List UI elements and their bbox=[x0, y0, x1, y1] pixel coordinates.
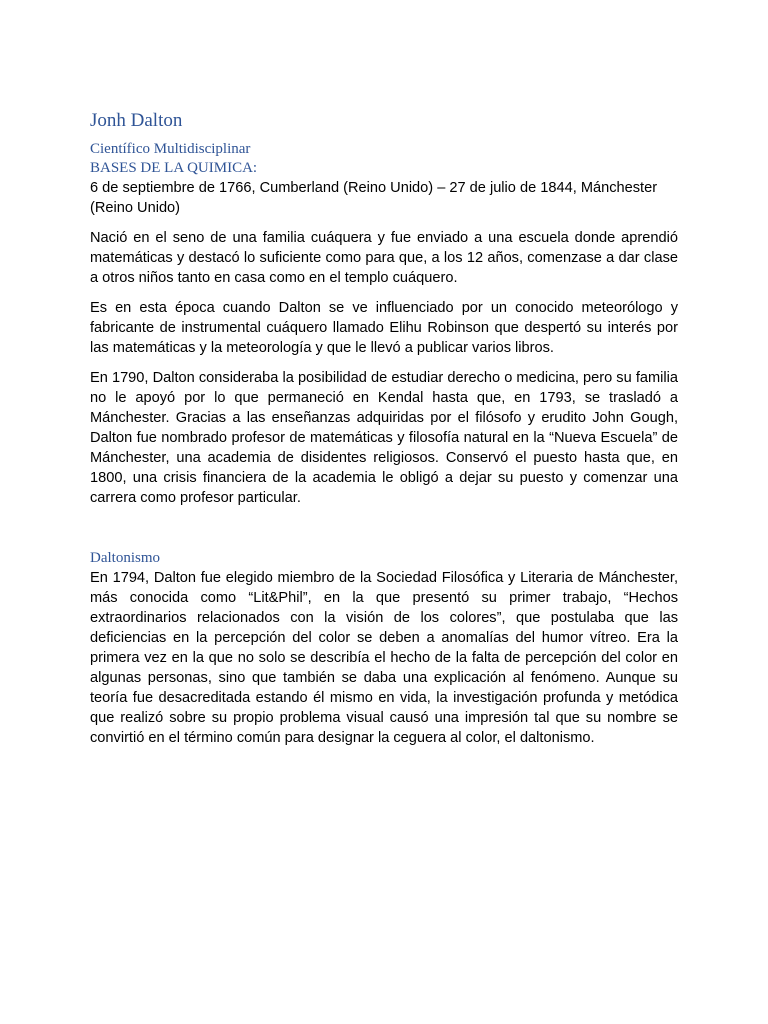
document-subtitle: Científico Multidisciplinar bbox=[90, 141, 251, 157]
document-title: Jonh Dalton bbox=[90, 110, 183, 131]
dates-paragraph: 6 de septiembre de 1766, Cumberland (Reino Unido) – 27 de julio de 1844, Mánchester (Reino Unido) bbox=[90, 180, 658, 216]
section-spacer bbox=[90, 518, 678, 549]
body-paragraph-1: Nació en el seno de una familia cuáquera y fue enviado a una escuela donde aprendió matemáticas y destacó lo suficiente como para que, a los 12 años, comenzase a dar clase a otros niños tanto en casa como en el templo cuáquero. bbox=[90, 230, 678, 286]
document-page bbox=[90, 108, 678, 758]
daltonismo-paragraph: En 1794, Dalton fue elegido miembro de la Sociedad Filosófica y Literaria de Mánchester, más conocida como “Lit&Phil”, en la que presentó su primer trabajo, “Hechos extraordinarios relacionados con la visión de los colores”, que postulaba que las deficiencias en la percepción del color se deben a anomalías del humor vítreo. Era la primera vez en la que no solo se describía el hecho de la falta de percepción del color en algunas personas, sino que también se daba una explicación al fenómeno. Aunque su teoría fue desacreditada estando él mismo en vida, la investigación profunda y metódica que realizó sobre su propio problema visual causó una impresión tal que su nombre se convirtió en el término común para designar la ceguera al color, el daltonismo. bbox=[90, 570, 678, 746]
body-paragraph-2: Es en esta época cuando Dalton se ve influenciado por un conocido meteorólogo y fabricante de instrumental cuáquero llamado Elihu Robinson que despertó su interés por las matemáticas y la meteorología y que le llevó a publicar varios libros. bbox=[90, 300, 678, 356]
body-paragraph-3: En 1790, Dalton consideraba la posibilidad de estudiar derecho o medicina, pero su familia no le apoyó por lo que permaneció en Kendal hasta que, en 1793, se trasladó a Mánchester. Gracias a las enseñanzas adquiridas por el filósofo y erudito John Gough, Dalton fue nombrado profesor de matemáticas y filosofía natural en la “Nueva Escuela” de Mánchester, una academia de disidentes religiosos. Conservó el puesto hasta que, en 1800, una crisis financiera de la academia le obligó a dejar su puesto y comenzar una carrera como profesor particular. bbox=[90, 370, 678, 506]
section-heading-daltonismo: Daltonismo bbox=[90, 550, 160, 566]
section-heading-bases: BASES DE LA QUIMICA: bbox=[90, 160, 258, 176]
